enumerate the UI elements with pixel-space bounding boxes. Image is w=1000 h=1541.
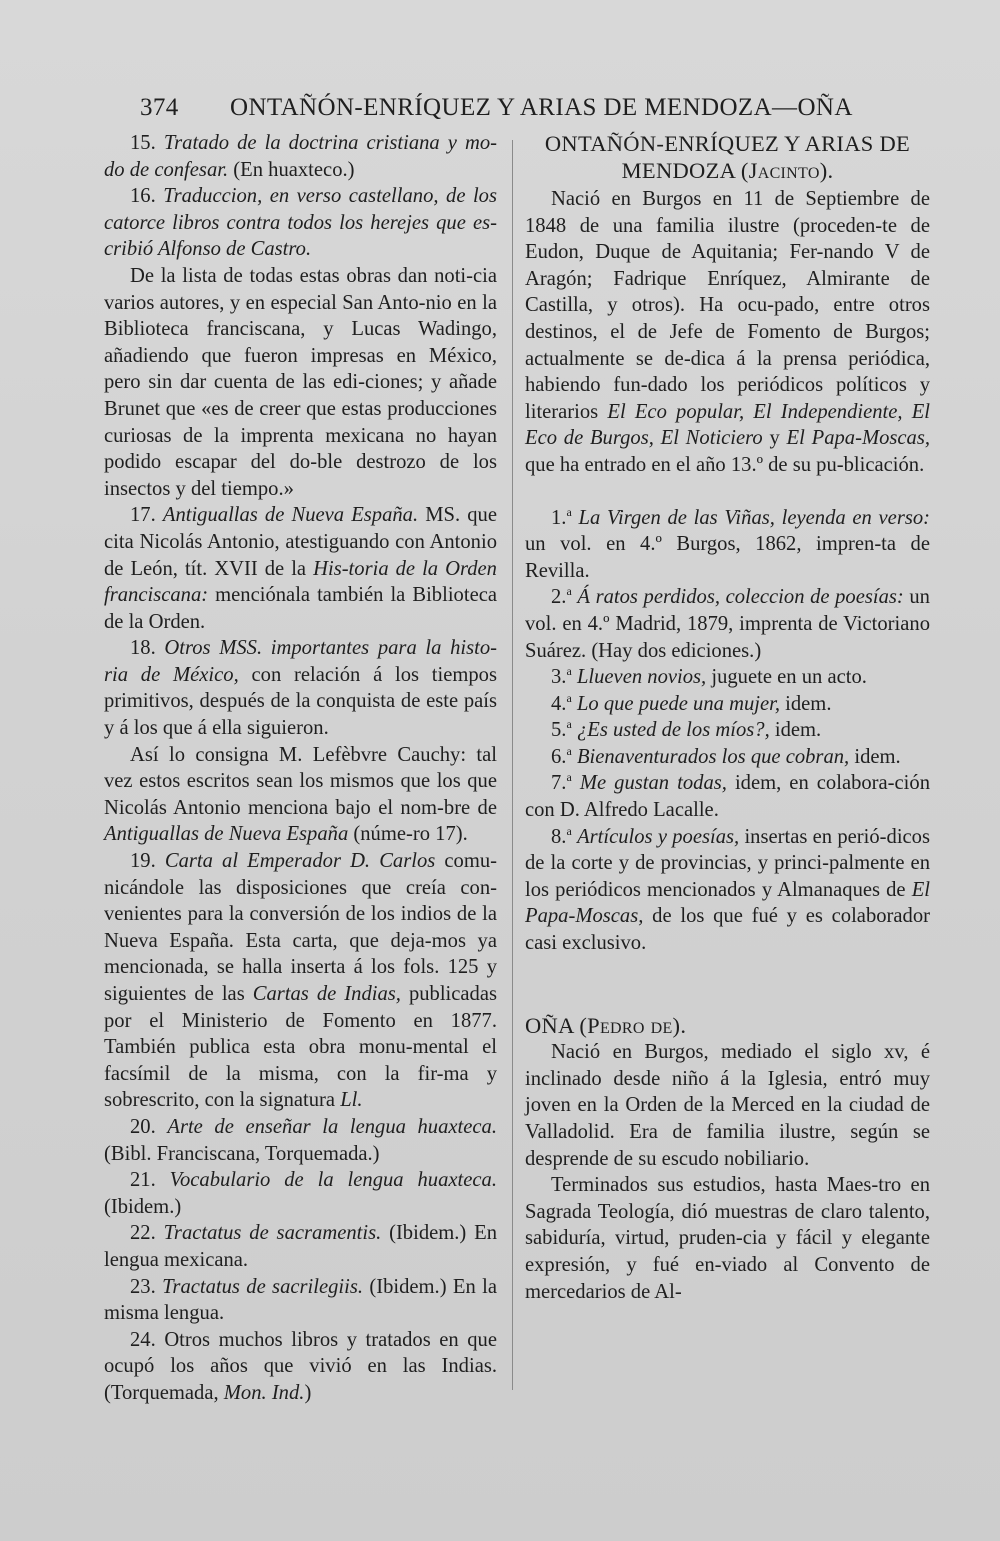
work-5: 5.$^a$ ¿Es usted de los míos?, idem. [551,717,822,742]
spacer [525,479,930,505]
work-4: 4.$^a$ Lo que puede una mujer, idem. [551,690,832,715]
work-8: 8.$^a$ Artículos y poesías, insertas en perió-dicos de la corte y de provincias, y princi-palmente en los periódicos mencionados y Almanaques de El Papa-Moscas, de los que fué y es colaborador casi exclusivo. [525,823,930,955]
work-3: 3.$^a$ Llueven novios, juguete en un acto. [551,664,867,689]
work-title: Carta al Emperador D. Carlos [164,850,436,873]
work-2: 2.$^a$ Á ratos perdidos, coleccion de poesías: un vol. en 4.º Madrid, 1879, imprenta de Victoriano Suárez. (Hay dos ediciones.) [525,584,930,662]
entry-24: 24. Otros muchos libros y tratados en que ocupó los años que vivió en las Indias. (Torquemada, Mon. Ind.) [104,1328,497,1404]
entry-20: 20. Arte de enseñar la lengua huaxteca. (Bibl. Franciscana, Torquemada.) [104,1115,497,1165]
work-title: La Virgen de las Viñas, leyenda en verso: [578,506,931,529]
entry-21: 21. Vocabulario de la lengua huaxteca. (Ibidem.) [104,1169,497,1218]
work-1: 1.$^a$ La Virgen de las Viñas, leyenda en verso: un vol. en 4.º Burgos, 1862, impren-ta de Revilla. [525,504,931,582]
work-title: Traduccion, en verso castellano, de los catorce libros contra todos los herejes que es-cribió Alfonso de Castro. [104,185,497,261]
work-title: Cartas de Indias, [252,983,401,1005]
work-title: Otros MSS. importantes para la histo-ria de México, [104,637,497,686]
work-title: Tratado de la doctrina cristiana y mo-do de confesar. [104,132,498,181]
running-title: ONTAÑÓN-ENRÍQUEZ Y ARIAS DE MENDOZA—OÑA [230,94,853,121]
entry-15: 15. Tratado de la doctrina cristiana y mo-do de confesar. (En huaxteco.) [104,132,498,181]
work-title: Á ratos perdidos, coleccion de poesías: [577,586,904,609]
reference: Mon. Ind. [223,1381,305,1404]
entry-17: 17. Antiguallas de Nueva España. MS. que cita Nicolás Antonio, atestiguando con Antonio de León, tít. XVII de la His-toria de la Orden franciscana: menciónala también la Biblioteca de la Orden. [104,504,497,633]
work-title: El Papa-Moscas, [525,878,930,928]
work-title: Llueven novios, [576,666,707,689]
work-title: Arte de enseñar la lengua huaxteca. [167,1115,497,1138]
work-title: Me gustan todas, [579,772,727,795]
entry-heading-ontanon: ONTAÑÓN-ENRÍQUEZ Y ARIAS DE MENDOZA (Jacinto). [544,131,911,183]
running-header [140,94,960,134]
ona-biography-2: Terminados sus estudios, hasta Maes-tro en Sagrada Teología, dió muestras de claro talento, sabiduría, virtud, pruden-cia y fácil y elegante expresión, y fué en-viado al Convento de mercedarios de Al- [525,1174,930,1303]
work-title: Lo que puede una mujer, [576,692,780,715]
work-title: Antiguallas de Nueva España. [162,504,419,527]
entry-heading-ona: OÑA (Pedro de). [525,1012,687,1038]
page-number: 374 [140,94,179,121]
work-title: Tractatus de sacramentis. [163,1222,382,1245]
work-6: 6.$^a$ Bienaventurados los que cobran, idem. [551,744,901,768]
signature: Ll. [340,1089,363,1112]
ona-biography-1: Nació en Burgos, mediado el siglo xv, é inclinado desde niño á la Iglesia, entró muy joven en la Orden de la Merced en la ciudad de Valladolid. Era de familia ilustre, según se desprende de su escudo nobiliario. [525,1041,930,1170]
entry-23: 23. Tractatus de sacrilegiis. (Ibidem.) En la misma lengua. [104,1275,497,1325]
work-title: Artículos y poesías, [577,825,740,848]
entry-19: 19. Carta al Emperador D. Carlos comu-nicándole las disposiciones que creía con-venientes para la conversión de los indios de la Nueva España. Esta carta, que deja-mos ya mencionada, se halla inserta á los fols. 125 y siguientes de las Cartas de Indias, publicadas por el Ministerio de Fomento en 1877. También publica esta obra monu-mental el facsímil de la misma, con la fir-ma y sobrescrito, con la signatura Ll. [104,850,498,1112]
paragraph-asi: Así lo consigna M. Lefèbvre Cauchy: tal vez estos escritos sean los mismos que los que Nicolás Antonio menciona bajo el nom-bre de Antiguallas de Nueva España (núme-ro 17). [104,743,497,846]
left-column [104,130,497,1407]
paragraph-lista: De la lista de todas estas obras dan noti-cia varios autores, y en especial San Anto-nio en la Biblioteca franciscana, y Lucas Wadingo, añadiendo que fueron impresas en México, pero sin dar cuenta de las edi-ciones; y añade Brunet que «es de creer que estas producciones curiosas de la imprenta mexicana no hayan podido escapar del do-ble destrozo de los insectos y del tiempo.» [104,264,497,500]
periodical-title: El Papa-Moscas, [786,427,931,450]
entry-18: 18. Otros MSS. importantes para la histo-ria de México, con relación á los tiempos primitivos, después de la conquista de este país y á los que á ella siguieron. [104,637,497,740]
ontanon-biography: Nació en Burgos en 11 de Septiembre de 1848 de una familia ilustre (proceden-te de Eudon, Duque de Aquitania; Fer-nando V de Aragón; Fadrique Enríquez, Almirante de Castilla, y otros). Ha ocu-pado, entre otros destinos, el de Jefe de Fomento de Burgos; actualmente se de-dica á la prensa periódica, habiendo fun-dado los periódicos políticos y literarios El Eco popular, El Independiente, El Eco de Burgos, El Noticiero y El Papa-Moscas, que ha entrado en el año 13.º de su pu-blicación. [525,188,931,476]
spacer [525,957,930,1013]
work-7: 7.$^a$ Me gustan todas, idem, en colabora-ción con D. Alfredo Lacalle. [525,770,930,822]
work-title: Antiguallas de Nueva España [104,823,349,846]
work-title: His-toria de la Orden franciscana: [104,557,497,607]
column-divider [512,140,513,1390]
work-title: ¿Es usted de los míos?, [576,719,770,742]
work-title: Tractatus de sacrilegiis. [162,1275,364,1298]
right-column [525,130,930,1305]
periodical-titles: El Eco popular, El Independiente, El Eco de Burgos, El Noticiero [525,400,931,450]
entry-22: 22. Tractatus de sacramentis. (Ibidem.) En lengua mexicana. [104,1222,498,1271]
work-title: Vocabulario de la lengua huaxteca. [169,1169,497,1192]
entry-16: 16. Traduccion, en verso castellano, de los catorce libros contra todos los herejes que es-cribió Alfonso de Castro. [104,185,497,261]
work-title: Bienaventurados los que cobran, [576,745,850,768]
